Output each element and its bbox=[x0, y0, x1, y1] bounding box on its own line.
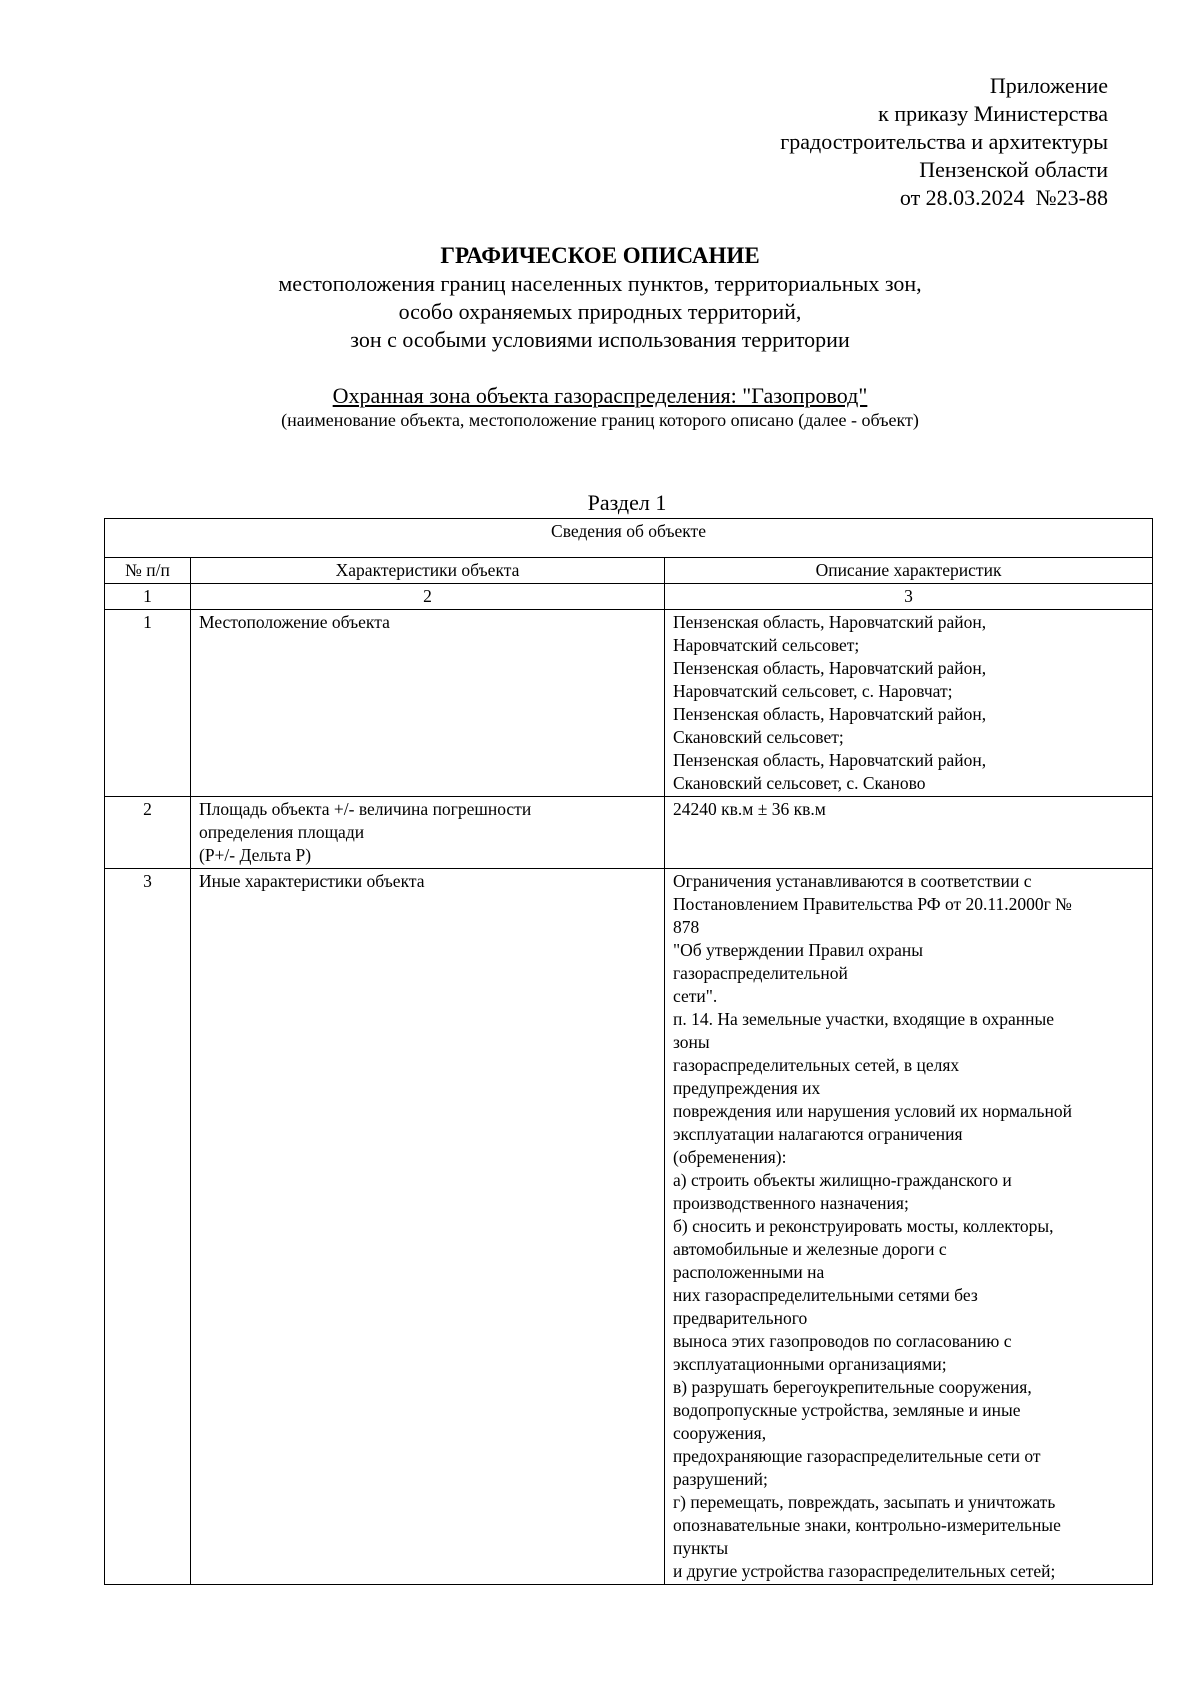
description-cell-line: них газораспределительными сетями без bbox=[673, 1285, 978, 1305]
row-number: 3 bbox=[105, 869, 191, 1585]
description-cell-line: 24240 кв.м ± 36 кв.м bbox=[673, 799, 826, 819]
description-cell-line: опознавательные знаки, контрольно-измерительные bbox=[673, 1515, 1061, 1535]
description-cell-line: выноса этих газопроводов по согласованию с bbox=[673, 1331, 1012, 1351]
title-line: особо охраняемых природных территорий, bbox=[398, 299, 802, 324]
table-row bbox=[105, 610, 1153, 797]
description-cell-line: расположенными на bbox=[673, 1262, 825, 1282]
description-cell-line: водопропускные устройства, земляные и иные bbox=[673, 1400, 1021, 1420]
description-cell-line: Скановский сельсовет, с. Сканово bbox=[673, 773, 926, 793]
description-cell bbox=[665, 797, 1153, 869]
description-cell-line: Скановский сельсовет; bbox=[673, 727, 844, 747]
description-cell-line: производственного назначения; bbox=[673, 1193, 909, 1213]
header-characteristic: Характеристики объекта bbox=[191, 558, 665, 584]
characteristic-cell-line: Иные характеристики объекта bbox=[199, 871, 425, 891]
description-cell-line: Пензенская область, Наровчатский район, bbox=[673, 704, 987, 724]
description-cell bbox=[665, 869, 1153, 1585]
description-cell-line: Наровчатский сельсовет, с. Наровчат; bbox=[673, 681, 953, 701]
characteristic-cell-line: определения площади bbox=[199, 822, 365, 842]
description-cell-line: Пензенская область, Наровчатский район, bbox=[673, 658, 987, 678]
approval-block bbox=[668, 72, 1108, 212]
description-cell-line: а) строить объекты жилищно-гражданского и bbox=[673, 1170, 1012, 1190]
characteristic-cell-line: Площадь объекта +/- величина погрешности bbox=[199, 799, 532, 819]
description-cell-line: "Об утверждении Правил охраны bbox=[673, 940, 923, 960]
description-cell-line: предохраняющие газораспределительные сети от bbox=[673, 1446, 1041, 1466]
table-body bbox=[105, 610, 1153, 1585]
description-cell-line: автомобильные и железные дороги с bbox=[673, 1239, 947, 1259]
table-header-row bbox=[105, 558, 1153, 584]
description-cell-line: п. 14. На земельные участки, входящие в охранные bbox=[673, 1009, 1055, 1029]
table-row bbox=[105, 869, 1153, 1585]
description-cell-line: б) сносить и реконструировать мосты, коллекторы, bbox=[673, 1216, 1054, 1236]
row-number: 2 bbox=[105, 797, 191, 869]
description-cell-line: Ограничения устанавливаются в соответствии с bbox=[673, 871, 1032, 891]
column-number-row bbox=[105, 584, 1153, 610]
object-caption: (наименование объекта, местоположение границ которого описано (далее - объект) bbox=[281, 410, 919, 430]
description-cell-line: Пензенская область, Наровчатский район, bbox=[673, 612, 987, 632]
description-cell bbox=[665, 610, 1153, 797]
characteristic-cell-line: (P+/- Дельта P) bbox=[199, 845, 312, 865]
object-name bbox=[0, 383, 1200, 409]
description-cell-line: Наровчатский сельсовет; bbox=[673, 635, 860, 655]
description-cell-line: сети". bbox=[673, 986, 718, 1006]
description-cell-line: сооружения, bbox=[673, 1423, 767, 1443]
characteristic-cell bbox=[191, 610, 665, 797]
description-cell-line: эксплуатации налагаются ограничения bbox=[673, 1124, 963, 1144]
description-cell-line: повреждения или нарушения условий их нормальной bbox=[673, 1101, 1072, 1121]
description-cell-line: (обременения): bbox=[673, 1147, 787, 1167]
description-cell-line: газораспределительной bbox=[673, 963, 848, 983]
approval-line: к приказу Министерства bbox=[878, 101, 1108, 126]
description-cell-line: и другие устройства газораспределительных сетей; bbox=[673, 1561, 1056, 1581]
description-cell-line: в) разрушать берегоукрепительные сооружения, bbox=[673, 1377, 1032, 1397]
object-info-table bbox=[104, 518, 1153, 1585]
description-cell-line: разрушений; bbox=[673, 1469, 768, 1489]
description-cell-line: Пензенская область, Наровчатский район, bbox=[673, 750, 987, 770]
description-cell-line: эксплуатационными организациями; bbox=[673, 1354, 947, 1374]
column-number: 2 bbox=[191, 584, 665, 610]
column-number: 1 bbox=[105, 584, 191, 610]
description-cell-line: предварительного bbox=[673, 1308, 808, 1328]
description-cell-line: г) перемещать, повреждать, засыпать и уничтожать bbox=[673, 1492, 1056, 1512]
title-main: ГРАФИЧЕСКОЕ ОПИСАНИЕ bbox=[440, 243, 760, 268]
table-row bbox=[105, 797, 1153, 869]
description-cell-line: зоны bbox=[673, 1032, 710, 1052]
title-line: местоположения границ населенных пунктов, территориальных зон, bbox=[278, 271, 922, 296]
header-description: Описание характеристик bbox=[665, 558, 1153, 584]
characteristic-cell bbox=[191, 869, 665, 1585]
characteristic-cell bbox=[191, 797, 665, 869]
object-name-text: Охранная зона объекта газораспределения: "Газопровод" bbox=[332, 383, 868, 408]
table-caption: Сведения об объекте bbox=[105, 519, 1153, 558]
description-cell-line: газораспределительных сетей, в целях bbox=[673, 1055, 960, 1075]
section-title: Раздел 1 bbox=[587, 490, 667, 515]
description-cell-line: Постановлением Правительства РФ от 20.11.2000г № bbox=[673, 894, 1072, 914]
description-cell-line: 878 bbox=[673, 917, 700, 937]
approval-line: Приложение bbox=[989, 73, 1108, 98]
header-number: № п/п bbox=[105, 558, 191, 584]
approval-line: Пензенской области bbox=[919, 157, 1108, 182]
title-line: зон с особыми условиями использования территории bbox=[350, 327, 850, 352]
document-title bbox=[0, 242, 1200, 354]
table-caption-row bbox=[105, 519, 1153, 558]
row-number: 1 bbox=[105, 610, 191, 797]
approval-line: от 28.03.2024 №23-88 bbox=[899, 185, 1108, 210]
characteristic-cell-line: Местоположение объекта bbox=[199, 612, 390, 632]
description-cell-line: предупреждения их bbox=[673, 1078, 821, 1098]
approval-line: градостроительства и архитектуры bbox=[780, 129, 1108, 154]
column-number: 3 bbox=[665, 584, 1153, 610]
description-cell-line: пункты bbox=[673, 1538, 729, 1558]
